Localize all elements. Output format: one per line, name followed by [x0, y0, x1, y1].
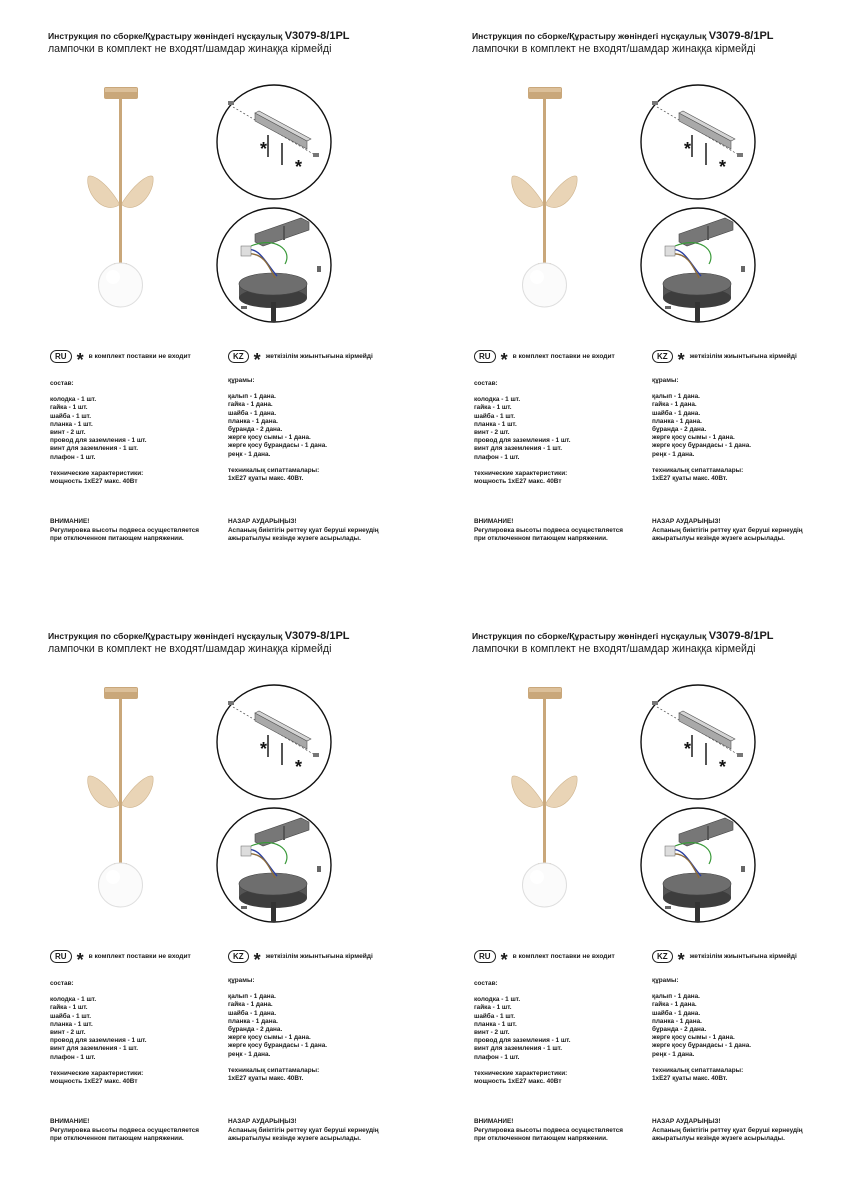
list-item: гайка - 1 шт. — [474, 1004, 512, 1012]
list-item: реңк - 1 дана. — [652, 450, 695, 458]
kz-contents — [652, 377, 751, 483]
asterisk-icon: * — [500, 349, 508, 370]
instruction-subtitle: лампочки в комплект не входят/шамдар жинаққа кірмейді — [472, 43, 756, 55]
list-item: бұранда - 2 дана. — [652, 426, 707, 434]
bracket-detail-diagram — [639, 683, 757, 801]
ru-warning-text — [474, 527, 623, 543]
list-item: қалып - 1 дана. — [652, 393, 700, 401]
ru-warning-heading: ВНИМАНИЕ! — [474, 1118, 514, 1125]
kz-warning-text — [228, 1127, 379, 1143]
list-item: гайка - 1 шт. — [50, 404, 88, 412]
ru-contents-heading: состав: — [474, 380, 498, 387]
kz-contents — [652, 977, 751, 1083]
list-item: винт для заземления - 1 шт. — [474, 1045, 562, 1053]
list-item: гайка - 1 дана. — [228, 401, 273, 409]
list-item: жерге қосу сымы - 1 дана. — [228, 434, 311, 442]
list-item: қалып - 1 дана. — [228, 393, 276, 401]
kz-warning — [652, 1118, 803, 1144]
asterisk-icon: * — [677, 949, 685, 970]
kz-warning-text — [228, 527, 379, 543]
kz-note-row — [228, 949, 373, 970]
list-item: шайба - 1 дана. — [228, 409, 277, 417]
kz-contents-heading: құрамы: — [652, 977, 679, 984]
lamp-illustration — [509, 685, 579, 925]
asterisk-icon: * — [76, 349, 84, 370]
ru-language-badge: RU — [50, 350, 72, 363]
kz-contents-heading: құрамы: — [652, 377, 679, 384]
kz-tech-value: 1хЕ27 қуаты макс. 40Вт. — [652, 1075, 728, 1083]
list-item: жерге қосу бұрандасы - 1 дана. — [652, 1042, 752, 1050]
ru-contents — [474, 980, 571, 1086]
list-item: провод для заземления - 1 шт. — [50, 437, 147, 445]
wiring-detail-diagram — [639, 206, 757, 324]
list-item: провод для заземления - 1 шт. — [474, 437, 571, 445]
list-item: при отключенном питающем напряжении. — [50, 535, 184, 543]
list-item: қалып - 1 дана. — [652, 993, 700, 1001]
list-item: Регулировка высоты подвеса осуществляется — [50, 527, 200, 535]
ru-contents-heading: состав: — [474, 980, 498, 987]
list-item: бұранда - 2 дана. — [652, 1026, 707, 1034]
list-item: винт - 2 шт. — [50, 1029, 86, 1037]
list-item: гайка - 1 шт. — [50, 1004, 88, 1012]
list-item: ажыратылуы кезінде жүзеге асырылады. — [652, 535, 785, 543]
list-item: шайба - 1 шт. — [50, 1012, 91, 1020]
instruction-sheet — [0, 600, 424, 1200]
list-item: Аспаның биіктігін реттеу қуат беруші кернеудің — [228, 527, 379, 535]
ru-warning-text — [50, 527, 199, 543]
kz-item-list — [652, 993, 751, 1059]
list-item: провод для заземления - 1 шт. — [50, 1037, 147, 1045]
kz-note-row — [652, 349, 797, 370]
ru-note-row — [474, 349, 615, 370]
instruction-title: Инструкция по сборке/Құрастыру жөніндегі нұсқаулық V3079-8/1PL — [48, 630, 350, 642]
kz-tech-heading: техникалық сипаттамалары: — [228, 1066, 320, 1074]
asterisk-icon: * — [677, 349, 685, 370]
bracket-detail-diagram — [215, 683, 333, 801]
kz-contents-heading: құрамы: — [228, 977, 255, 984]
instruction-title: Инструкция по сборке/Құрастыру жөніндегі нұсқаулық V3079-8/1PL — [472, 630, 774, 642]
list-item: планка - 1 дана. — [652, 417, 702, 425]
list-item: шайба - 1 дана. — [228, 1009, 277, 1017]
list-item: шайба - 1 дана. — [652, 1009, 701, 1017]
list-item: бұранда - 2 дана. — [228, 426, 283, 434]
kz-item-list — [228, 393, 327, 459]
ru-tech-heading: технические характеристики: — [50, 469, 144, 477]
model-code: V3079-8/1PL — [708, 630, 774, 642]
list-item: шайба - 1 дана. — [652, 409, 701, 417]
list-item: при отключенном питающем напряжении. — [474, 535, 608, 543]
ru-warning-text — [50, 1127, 199, 1143]
list-item: винт - 2 шт. — [474, 1029, 510, 1037]
wiring-detail-diagram — [215, 806, 333, 924]
bracket-detail-diagram — [215, 83, 333, 201]
kz-note: жеткізілім жиынтығына кірмейді — [265, 353, 373, 360]
list-item: при отключенном питающем напряжении. — [50, 1135, 184, 1143]
ru-warning-heading: ВНИМАНИЕ! — [50, 1118, 90, 1125]
asterisk-icon: * — [253, 949, 261, 970]
list-item: шайба - 1 шт. — [474, 412, 515, 420]
svg-text:*: * — [295, 157, 303, 177]
asterisk-icon: * — [500, 949, 508, 970]
list-item: гайка - 1 дана. — [228, 1001, 273, 1009]
instruction-sheet — [0, 0, 424, 600]
list-item: ажыратылуы кезінде жүзеге асырылады. — [228, 1135, 361, 1143]
list-item: колодка - 1 шт. — [474, 396, 521, 404]
ru-warning-heading: ВНИМАНИЕ! — [50, 518, 90, 525]
list-item: Аспаның биіктігін реттеу қуат беруші кернеудің — [652, 1127, 803, 1135]
ru-tech-heading: технические характеристики: — [474, 469, 568, 477]
ru-contents-heading: состав: — [50, 380, 74, 387]
list-item: бұранда - 2 дана. — [228, 1026, 283, 1034]
list-item: шайба - 1 шт. — [474, 1012, 515, 1020]
kz-warning-heading: НАЗАР АУДАРЫҢЫЗ! — [652, 518, 721, 525]
list-item: реңк - 1 дана. — [228, 1050, 271, 1058]
ru-note: в комплект поставки не входит — [88, 353, 191, 360]
kz-warning-text — [652, 1127, 803, 1143]
list-item: гайка - 1 дана. — [652, 1001, 697, 1009]
lamp-illustration — [85, 685, 155, 925]
model-code: V3079-8/1PL — [284, 30, 350, 42]
model-code: V3079-8/1PL — [708, 30, 774, 42]
list-item: планка - 1 шт. — [474, 420, 517, 428]
instruction-sheet — [424, 0, 848, 600]
list-item: при отключенном питающем напряжении. — [474, 1135, 608, 1143]
list-item: плафон - 1 шт. — [474, 1053, 520, 1061]
list-item: реңк - 1 дана. — [652, 1050, 695, 1058]
kz-language-badge: KZ — [652, 350, 673, 363]
list-item: Аспаның биіктігін реттеу қуат беруші кернеудің — [652, 527, 803, 535]
ru-tech-heading: технические характеристики: — [50, 1069, 144, 1077]
kz-language-badge: KZ — [228, 350, 249, 363]
kz-warning — [652, 518, 803, 544]
ru-tech-value: мощность 1хЕ27 макс. 40Вт — [474, 478, 562, 486]
ru-tech-value: мощность 1хЕ27 макс. 40Вт — [50, 478, 138, 486]
list-item: планка - 1 шт. — [474, 1020, 517, 1028]
kz-tech-heading: техникалық сипаттамалары: — [652, 466, 744, 474]
ru-note: в комплект поставки не входит — [88, 953, 191, 960]
ru-tech-heading: технические характеристики: — [474, 1069, 568, 1077]
kz-tech-value: 1хЕ27 қуаты макс. 40Вт. — [228, 475, 304, 483]
list-item: плафон - 1 шт. — [50, 1053, 96, 1061]
ru-note-row — [50, 949, 191, 970]
instruction-title: Инструкция по сборке/Құрастыру жөніндегі нұсқаулық V3079-8/1PL — [48, 30, 350, 42]
ru-item-list — [50, 396, 147, 462]
instruction-subtitle: лампочки в комплект не входят/шамдар жинаққа кірмейді — [472, 643, 756, 655]
lamp-illustration — [509, 85, 579, 325]
list-item: планка - 1 шт. — [50, 420, 93, 428]
ru-contents — [50, 980, 147, 1086]
ru-note: в комплект поставки не входит — [512, 353, 615, 360]
list-item: винт для заземления - 1 шт. — [50, 1045, 138, 1053]
list-item: планка - 1 шт. — [50, 1020, 93, 1028]
kz-warning-heading: НАЗАР АУДАРЫҢЫЗ! — [228, 1118, 297, 1125]
ru-note-row — [474, 949, 615, 970]
list-item: жерге қосу бұрандасы - 1 дана. — [228, 442, 328, 450]
list-item: жерге қосу сымы - 1 дана. — [652, 1034, 735, 1042]
kz-tech-value: 1хЕ27 қуаты макс. 40Вт. — [652, 475, 728, 483]
ru-warning — [50, 1118, 199, 1144]
list-item: провод для заземления - 1 шт. — [474, 1037, 571, 1045]
lamp-illustration — [85, 85, 155, 325]
ru-language-badge: RU — [474, 350, 496, 363]
list-item: ажыратылуы кезінде жүзеге асырылады. — [228, 535, 361, 543]
ru-warning-heading: ВНИМАНИЕ! — [474, 518, 514, 525]
list-item: Аспаның биіктігін реттеу қуат беруші кернеудің — [228, 1127, 379, 1135]
kz-warning-text — [652, 527, 803, 543]
kz-warning — [228, 518, 379, 544]
svg-text:*: * — [684, 739, 692, 759]
ru-item-list — [50, 996, 147, 1062]
kz-tech-value: 1хЕ27 қуаты макс. 40Вт. — [228, 1075, 304, 1083]
list-item: винт - 2 шт. — [474, 429, 510, 437]
list-item: винт для заземления - 1 шт. — [474, 445, 562, 453]
ru-note-row — [50, 349, 191, 370]
list-item: Регулировка высоты подвеса осуществляется — [474, 527, 624, 535]
list-item: қалып - 1 дана. — [228, 993, 276, 1001]
ru-contents — [50, 380, 147, 486]
list-item: жерге қосу бұрандасы - 1 дана. — [652, 442, 752, 450]
ru-note: в комплект поставки не входит — [512, 953, 615, 960]
list-item: жерге қосу сымы - 1 дана. — [652, 434, 735, 442]
svg-text:*: * — [295, 757, 303, 777]
instruction-sheet — [424, 600, 848, 1200]
kz-contents-heading: құрамы: — [228, 377, 255, 384]
list-item: Регулировка высоты подвеса осуществляется — [474, 1127, 624, 1135]
list-item: планка - 1 дана. — [228, 1017, 278, 1025]
ru-tech-value: мощность 1хЕ27 макс. 40Вт — [474, 1078, 562, 1086]
svg-text:*: * — [260, 739, 268, 759]
list-item: гайка - 1 шт. — [474, 404, 512, 412]
list-item: ажыратылуы кезінде жүзеге асырылады. — [652, 1135, 785, 1143]
kz-item-list — [652, 393, 751, 459]
list-item: реңк - 1 дана. — [228, 450, 271, 458]
list-item: Регулировка высоты подвеса осуществляется — [50, 1127, 200, 1135]
kz-note: жеткізілім жиынтығына кірмейді — [689, 953, 797, 960]
list-item: плафон - 1 шт. — [50, 453, 96, 461]
model-code: V3079-8/1PL — [284, 630, 350, 642]
kz-tech-heading: техникалық сипаттамалары: — [228, 466, 320, 474]
ru-warning — [474, 518, 623, 544]
asterisk-icon: * — [76, 949, 84, 970]
kz-warning — [228, 1118, 379, 1144]
kz-note-row — [228, 349, 373, 370]
instruction-subtitle: лампочки в комплект не входят/шамдар жинаққа кірмейді — [48, 643, 332, 655]
kz-note-row — [652, 949, 797, 970]
instruction-title: Инструкция по сборке/Құрастыру жөніндегі нұсқаулық V3079-8/1PL — [472, 30, 774, 42]
ru-warning — [50, 518, 199, 544]
list-item: планка - 1 дана. — [228, 417, 278, 425]
list-item: плафон - 1 шт. — [474, 453, 520, 461]
list-item: жерге қосу сымы - 1 дана. — [228, 1034, 311, 1042]
list-item: колодка - 1 шт. — [50, 396, 97, 404]
list-item: колодка - 1 шт. — [474, 996, 521, 1004]
list-item: гайка - 1 дана. — [652, 401, 697, 409]
wiring-detail-diagram — [639, 806, 757, 924]
ru-warning-text — [474, 1127, 623, 1143]
list-item: жерге қосу бұрандасы - 1 дана. — [228, 1042, 328, 1050]
kz-warning-heading: НАЗАР АУДАРЫҢЫЗ! — [652, 1118, 721, 1125]
svg-text:*: * — [719, 757, 727, 777]
kz-tech-heading: техникалық сипаттамалары: — [652, 1066, 744, 1074]
ru-tech-value: мощность 1хЕ27 макс. 40Вт — [50, 1078, 138, 1086]
list-item: винт для заземления - 1 шт. — [50, 445, 138, 453]
kz-language-badge: KZ — [228, 950, 249, 963]
ru-contents — [474, 380, 571, 486]
ru-warning — [474, 1118, 623, 1144]
list-item: планка - 1 дана. — [652, 1017, 702, 1025]
instruction-subtitle: лампочки в комплект не входят/шамдар жинаққа кірмейді — [48, 43, 332, 55]
list-item: колодка - 1 шт. — [50, 996, 97, 1004]
ru-language-badge: RU — [50, 950, 72, 963]
kz-item-list — [228, 993, 327, 1059]
kz-note: жеткізілім жиынтығына кірмейді — [689, 353, 797, 360]
ru-contents-heading: состав: — [50, 980, 74, 987]
svg-text:*: * — [260, 139, 268, 159]
kz-contents — [228, 377, 327, 483]
kz-contents — [228, 977, 327, 1083]
kz-language-badge: KZ — [652, 950, 673, 963]
ru-item-list — [474, 996, 571, 1062]
svg-text:*: * — [684, 139, 692, 159]
bracket-detail-diagram — [639, 83, 757, 201]
list-item: винт - 2 шт. — [50, 429, 86, 437]
list-item: шайба - 1 шт. — [50, 412, 91, 420]
ru-language-badge: RU — [474, 950, 496, 963]
ru-item-list — [474, 396, 571, 462]
asterisk-icon: * — [253, 349, 261, 370]
wiring-detail-diagram — [215, 206, 333, 324]
svg-text:*: * — [719, 157, 727, 177]
kz-warning-heading: НАЗАР АУДАРЫҢЫЗ! — [228, 518, 297, 525]
kz-note: жеткізілім жиынтығына кірмейді — [265, 953, 373, 960]
